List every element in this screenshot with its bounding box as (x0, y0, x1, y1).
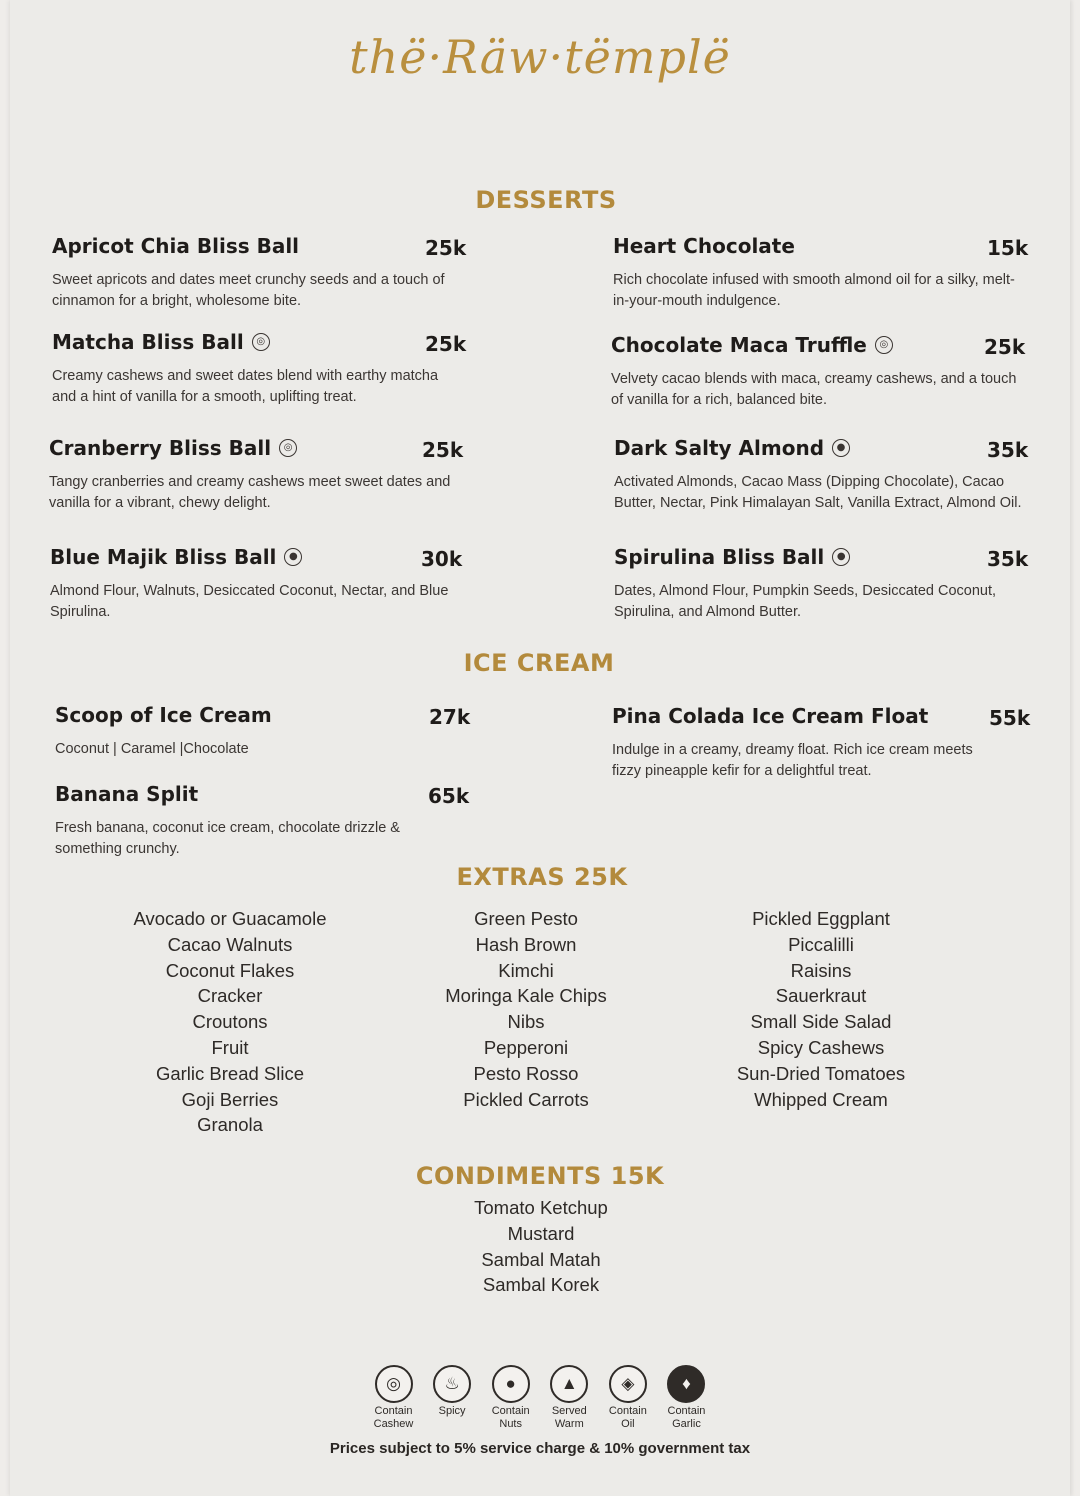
menu-item (613, 234, 1029, 312)
item-description: Almond Flour, Walnuts, Desiccated Coconut, Nectar, and Blue Spirulina. (50, 583, 449, 620)
legend-item (424, 1365, 481, 1431)
item-name: Matcha Bliss Ball ◎ (52, 330, 462, 354)
item-description: Activated Almonds, Cacao Mass (Dipping Chocolate), Cacao Butter, Nectar, Pink Himalayan Salt, Vanilla Extract, Almond Oil. (614, 474, 1022, 511)
list-item: Spicy Cashews (757, 1036, 885, 1058)
menu-item (50, 545, 463, 623)
item-name: Blue Majik Bliss Ball ● (50, 545, 460, 569)
item-description: Creamy cashews and sweet dates blend with earthy matcha and a hint of vanilla for a smooth, uplifting treat. (52, 368, 439, 405)
list-item: Sambal Matah (481, 1248, 601, 1270)
item-description: Coconut | Caramel |Chocolate (55, 741, 249, 757)
list-item: Cacao Walnuts (167, 933, 293, 955)
legend-label: Spicy (438, 1405, 466, 1417)
allergen-legend (365, 1365, 715, 1431)
list-item: Fruit (211, 1036, 249, 1058)
item-description: Indulge in a creamy, dreamy float. Rich ice cream meets fizzy pineapple kefir for a delightful treat. (612, 742, 973, 779)
list-item: Croutons (192, 1011, 268, 1033)
list-item: Pickled Carrots (463, 1088, 589, 1110)
item-price: 35k (987, 547, 1029, 571)
cashew-icon: ◎ (375, 1365, 413, 1403)
item-name: Banana Split (55, 782, 199, 806)
item-name: Cranberry Bliss Ball ◎ (49, 436, 459, 460)
list-item: Garlic Bread Slice (155, 1062, 305, 1084)
brand-logo: thë·Räw·tëmplë (349, 30, 731, 84)
list-item: Cracker (197, 985, 263, 1007)
list-item: Raisins (790, 959, 852, 981)
item-name: Chocolate Maca Truffle ◎ (611, 333, 1023, 357)
legend-item (365, 1365, 422, 1431)
section-title-extras: EXTRAS 25K (456, 863, 628, 891)
list-item: Pepperoni (483, 1036, 569, 1058)
legend-label: Contain Cashew (373, 1405, 414, 1430)
item-name: Spirulina Bliss Ball ● (614, 545, 1026, 569)
item-price: 25k (984, 335, 1026, 359)
cashew-icon: ◎ (279, 439, 297, 457)
item-description: Fresh banana, coconut ice cream, chocolate drizzle & something crunchy. (55, 820, 400, 857)
list-item: Kimchi (498, 959, 554, 981)
price-disclaimer: Prices subject to 5% service charge & 10% government tax (329, 1440, 751, 1457)
nuts-icon: ● (284, 548, 302, 566)
list-item: Sauerkraut (775, 985, 867, 1007)
item-price: 35k (987, 438, 1029, 462)
item-price: 27k (429, 705, 471, 729)
menu-item (49, 436, 464, 514)
cashew-icon: ◎ (875, 336, 893, 354)
legend-item (541, 1365, 598, 1431)
legend-item (599, 1365, 656, 1431)
oil-icon: ◈ (609, 1365, 647, 1403)
list-item: Moringa Kale Chips (445, 985, 607, 1007)
item-description: Tangy cranberries and creamy cashews meet sweet dates and vanilla for a vibrant, chewy delight. (49, 474, 451, 511)
list-item: Mustard (507, 1222, 575, 1244)
menu-item (52, 330, 467, 408)
item-name: Apricot Chia Bliss Ball (52, 234, 300, 258)
section-title-condiments: CONDIMENTS 15K (415, 1162, 665, 1190)
menu-item (614, 545, 1029, 623)
nuts-icon: ● (832, 548, 850, 566)
list-item: Avocado or Guacamole (133, 908, 327, 929)
list-item: Goji Berries (181, 1088, 279, 1110)
extras-column-1 (100, 906, 360, 1138)
spicy-icon: ♨ (433, 1365, 471, 1403)
item-description: Velvety cacao blends with maca, creamy cashews, and a touch of vanilla for a rich, balanced bite. (611, 371, 1017, 408)
menu-item (55, 782, 470, 860)
list-item: Tomato Ketchup (474, 1197, 608, 1218)
item-price: 25k (425, 332, 467, 356)
legend-label: Contain Garlic (667, 1405, 706, 1430)
list-item: Pesto Rosso (473, 1062, 579, 1084)
nuts-icon: ● (832, 439, 850, 457)
list-item: Small Side Salad (750, 1011, 892, 1033)
legend-label: Contain Nuts (491, 1405, 530, 1430)
condiments-list (411, 1195, 671, 1298)
extras-column-2 (396, 906, 656, 1112)
item-price: 25k (425, 236, 467, 260)
item-name: Heart Chocolate (613, 234, 795, 258)
item-price: 25k (422, 438, 464, 462)
menu-item (612, 704, 1031, 782)
warm-icon: ▲ (550, 1365, 588, 1403)
section-title-ice-cream: ICE CREAM (463, 649, 615, 677)
item-price: 30k (421, 547, 463, 571)
list-item: Piccalilli (788, 933, 854, 955)
list-item: Pickled Eggplant (752, 908, 890, 929)
item-name: Pina Colada Ice Cream Float (612, 704, 929, 728)
menu-item (52, 234, 467, 312)
legend-item (482, 1365, 539, 1431)
list-item: Coconut Flakes (165, 959, 295, 981)
item-description: Sweet apricots and dates meet crunchy seeds and a touch of cinnamon for a bright, wholesome bite. (52, 272, 445, 309)
list-item: Sambal Korek (482, 1274, 600, 1296)
nuts-icon: ● (492, 1365, 530, 1403)
item-price: 55k (989, 706, 1031, 730)
item-name: Scoop of Ice Cream (55, 703, 272, 727)
legend-label: Served Warm (551, 1405, 587, 1430)
item-name: Dark Salty Almond ● (614, 436, 1026, 460)
list-item: Granola (197, 1114, 263, 1136)
garlic-icon: ♦ (667, 1365, 705, 1403)
legend-label: Contain Oil (608, 1405, 647, 1430)
menu-item (55, 703, 471, 760)
list-item: Green Pesto (474, 908, 578, 929)
list-item: Whipped Cream (754, 1088, 888, 1110)
menu-item (611, 333, 1026, 411)
legend-item (658, 1365, 715, 1431)
item-description: Dates, Almond Flour, Pumpkin Seeds, Desiccated Coconut, Spirulina, and Almond Butter. (614, 583, 997, 620)
item-price: 15k (987, 236, 1029, 260)
list-item: Nibs (507, 1011, 545, 1033)
menu-item (614, 436, 1029, 514)
cashew-icon: ◎ (252, 333, 270, 351)
section-title-desserts: DESSERTS (475, 186, 617, 214)
list-item: Hash Brown (475, 933, 577, 955)
extras-column-3 (691, 906, 951, 1112)
item-price: 65k (428, 784, 470, 808)
item-description: Rich chocolate infused with smooth almond oil for a silky, melt-in-your-mouth indulgence. (613, 272, 1015, 309)
list-item: Sun-Dried Tomatoes (736, 1062, 906, 1084)
